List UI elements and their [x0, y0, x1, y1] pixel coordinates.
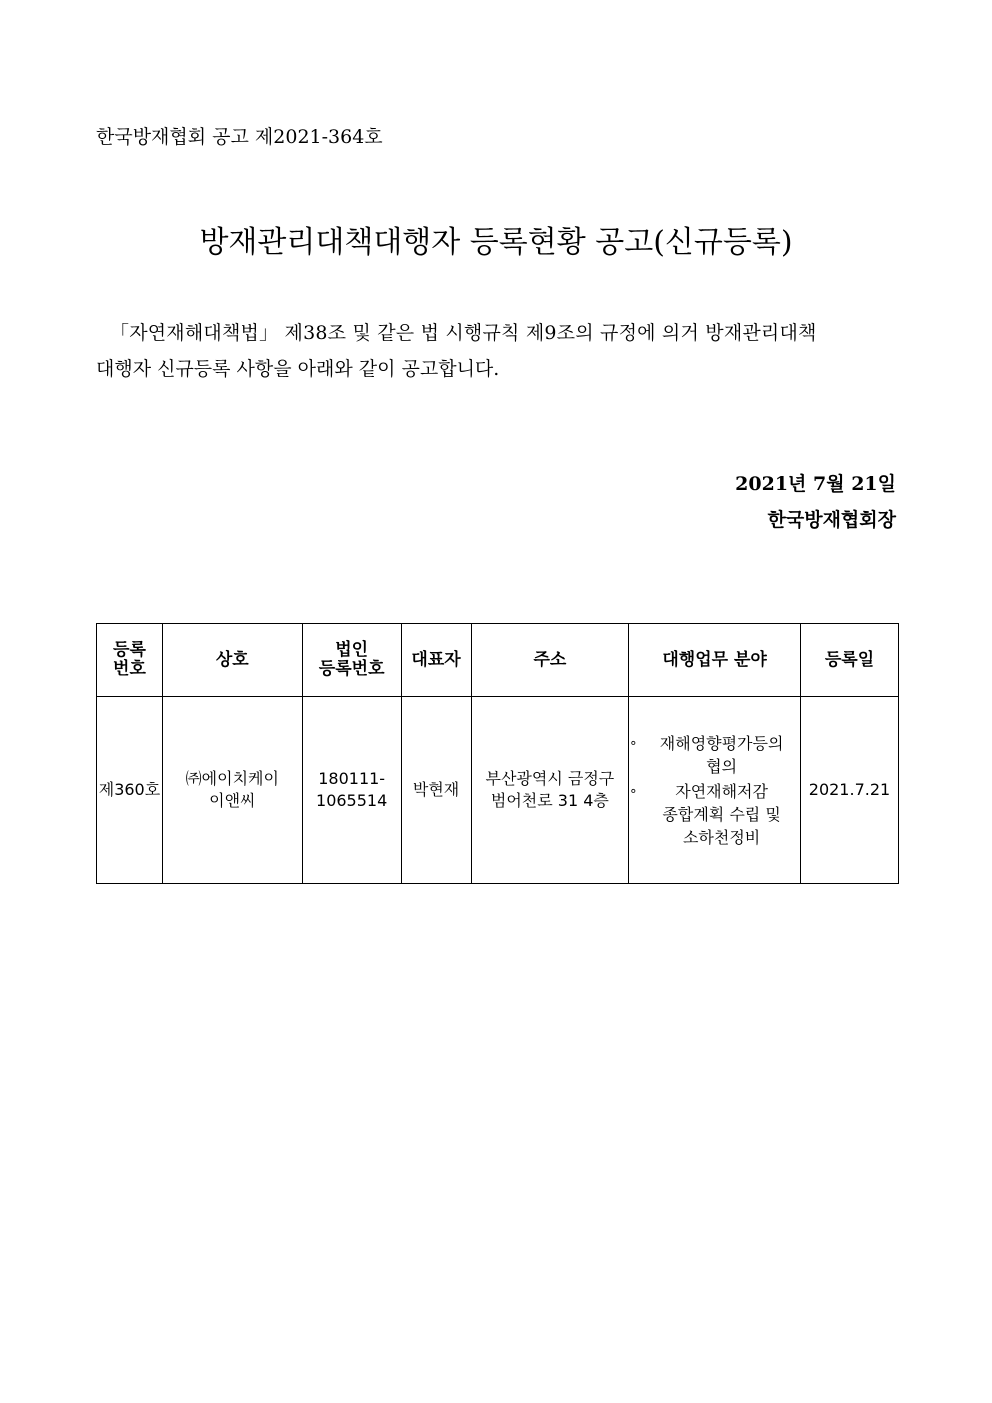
table-header-row [97, 624, 899, 697]
cell-reg-no: 제360호 [97, 697, 163, 884]
signature-block [735, 466, 896, 538]
bullet-icon: ∘ [629, 735, 638, 751]
table-row [97, 697, 899, 884]
header-representative: 대표자 [401, 624, 471, 697]
cell-scope [629, 697, 801, 884]
header-corp-reg-no: 법인 등록번호 [302, 624, 401, 697]
cell-address: 부산광역시 금정구 범어천로 31 4층 [471, 697, 629, 884]
cell-representative: 박현재 [401, 697, 471, 884]
cell-reg-date: 2021.7.21 [800, 697, 898, 884]
header-address: 주소 [471, 624, 629, 697]
scope-item: ∘ 자연재해저감 종합계획 수립 및 소하천정비 [629, 781, 781, 847]
header-company: 상호 [162, 624, 302, 697]
registration-table [96, 623, 899, 884]
notice-body-line-1: 「자연재해대책법」 제38조 및 같은 법 시행규칙 제9조의 규정에 의거 방재관리대책 [110, 322, 817, 344]
scope-item: ∘ 재해영향평가등의 협의 [629, 733, 784, 776]
notice-number: 한국방재협회 공고 제2021-364호 [96, 126, 383, 148]
issuer-name: 한국방재협회장 [767, 509, 896, 531]
header-reg-date: 등록일 [800, 624, 898, 697]
cell-corp-reg-no: 180111- 1065514 [302, 697, 401, 884]
document-title: 방재관리대책대행자 등록현황 공고(신규등록) [199, 225, 793, 260]
cell-company: ㈜에이치케이 이앤씨 [162, 697, 302, 884]
header-scope: 대행업무 분야 [629, 624, 801, 697]
notice-body-line-2: 대행자 신규등록 사항을 아래와 같이 공고합니다. [96, 358, 500, 380]
notice-body [96, 315, 896, 387]
header-reg-no: 등록 번호 [97, 624, 163, 697]
notice-date: 2021년 7월 21일 [735, 473, 896, 495]
bullet-icon: ∘ [629, 783, 638, 799]
